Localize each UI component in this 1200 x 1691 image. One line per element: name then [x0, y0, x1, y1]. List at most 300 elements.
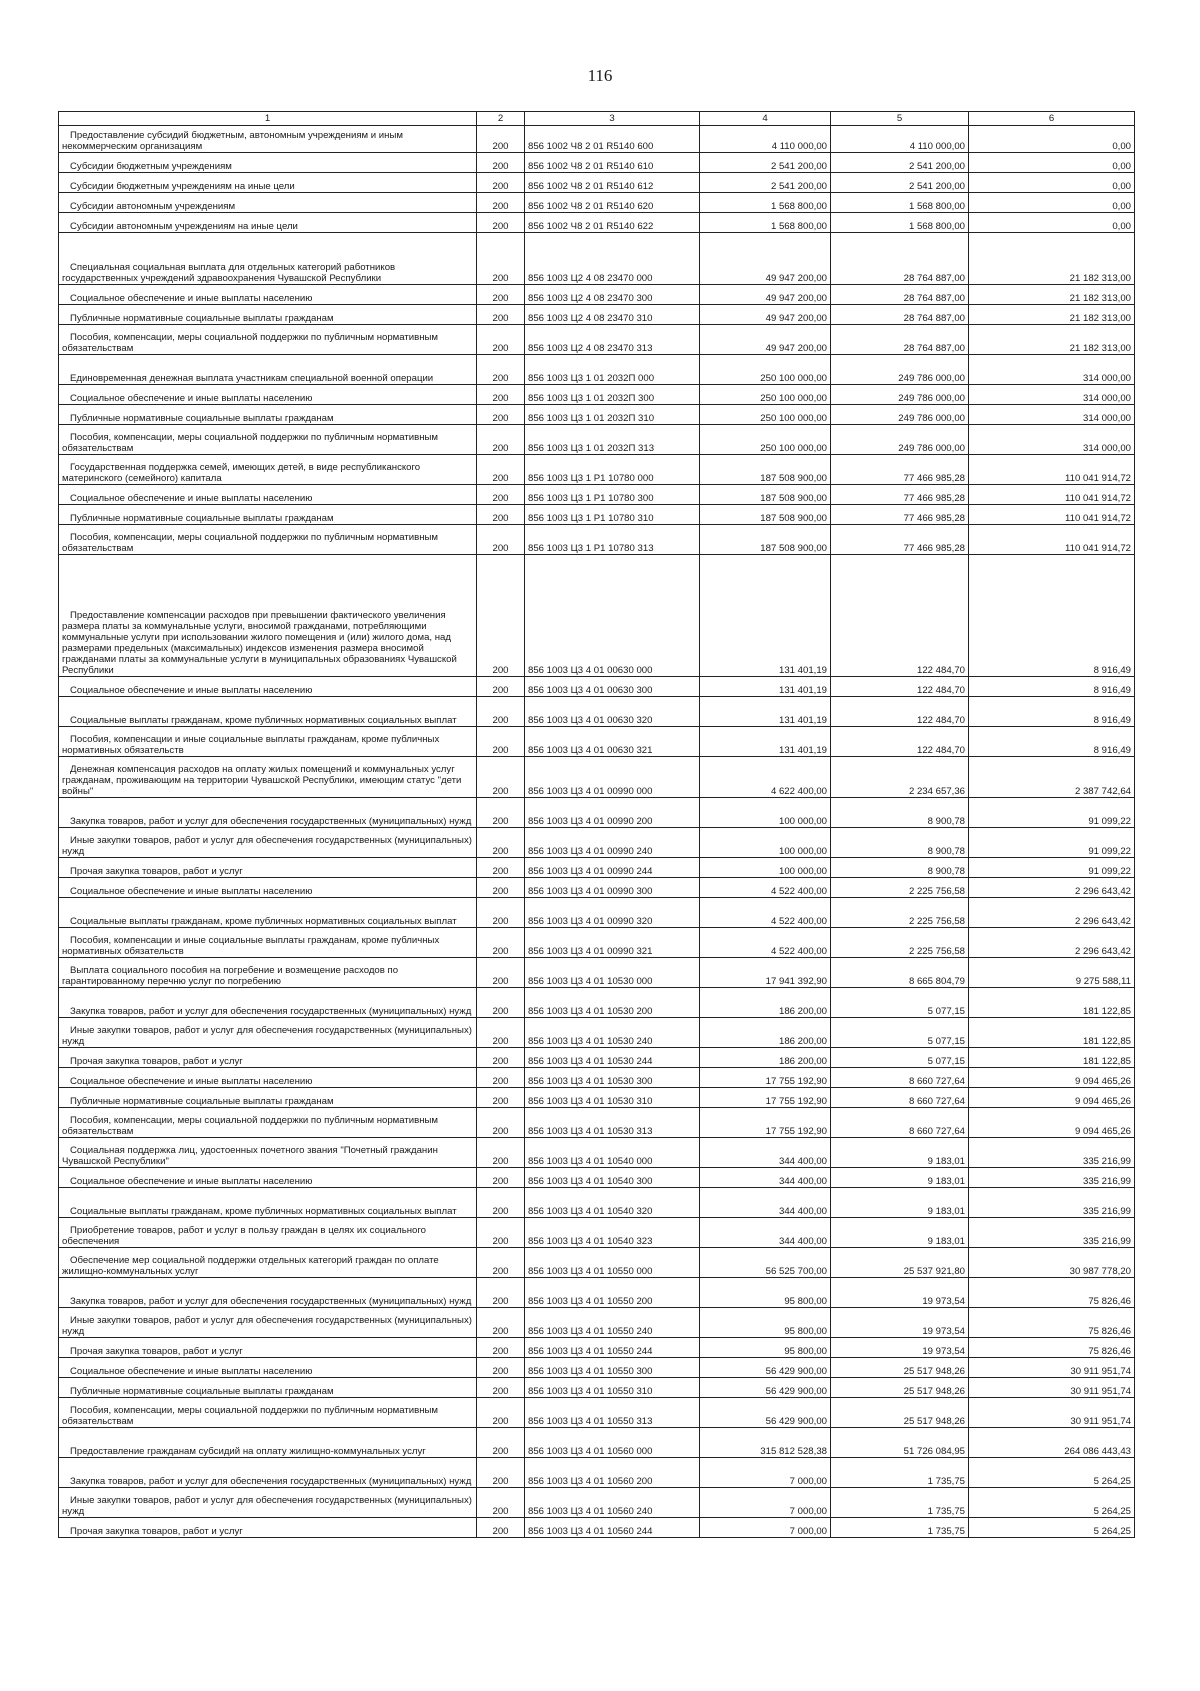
- row-col2-cell: 200: [477, 193, 525, 213]
- table-row: [59, 193, 1135, 213]
- row-col2-cell: 200: [477, 1308, 525, 1338]
- row-name-cell: [59, 455, 477, 485]
- row-name-cell: [59, 425, 477, 455]
- table-row: [59, 677, 1135, 697]
- row-col6-cell: 5 264,25: [969, 1518, 1135, 1538]
- row-col5-cell: 51 726 084,95: [831, 1428, 969, 1458]
- row-name-text: Специальная социальная выплата для отдельных категорий работников государственных учреждений здравоохранения Чувашской Республики: [62, 262, 396, 284]
- row-col5-cell: 8 660 727,64: [831, 1088, 969, 1108]
- row-name-text: Прочая закупка товаров, работ и услуг: [70, 1346, 243, 1357]
- table-row: [59, 1488, 1135, 1518]
- table-row: [59, 485, 1135, 505]
- row-name-text: Прочая закупка товаров, работ и услуг: [70, 866, 243, 877]
- row-col5-cell: 25 517 948,26: [831, 1378, 969, 1398]
- row-code-cell: 856 1003 Ц3 4 01 00630 000: [525, 555, 700, 677]
- row-col5-cell: 249 786 000,00: [831, 425, 969, 455]
- column-header-6: 6: [969, 112, 1135, 126]
- row-name-cell: [59, 798, 477, 828]
- row-col4-cell: 131 401,19: [700, 697, 831, 727]
- row-col2-cell: 200: [477, 1218, 525, 1248]
- row-name-text: Публичные нормативные социальные выплаты гражданам: [70, 313, 334, 324]
- row-name-text: Пособия, компенсации, меры социальной поддержки по публичным нормативным обязательствам: [62, 1405, 439, 1427]
- row-name-text: Социальные выплаты гражданам, кроме публичных нормативных социальных выплат: [70, 715, 457, 726]
- row-code-cell: 856 1002 Ч8 2 01 R5140 610: [525, 153, 700, 173]
- row-code-cell: 856 1003 Ц3 4 01 00990 300: [525, 878, 700, 898]
- row-col2-cell: 200: [477, 1488, 525, 1518]
- row-name-cell: [59, 173, 477, 193]
- row-code-cell: 856 1003 Ц3 4 01 10530 244: [525, 1048, 700, 1068]
- row-col2-cell: 200: [477, 325, 525, 355]
- row-code-cell: 856 1003 Ц3 4 01 10550 313: [525, 1398, 700, 1428]
- row-col4-cell: 344 400,00: [700, 1188, 831, 1218]
- row-col5-cell: 2 541 200,00: [831, 173, 969, 193]
- row-col5-cell: 249 786 000,00: [831, 405, 969, 425]
- table-row: [59, 958, 1135, 988]
- row-name-cell: [59, 1488, 477, 1518]
- table-row: [59, 325, 1135, 355]
- row-col5-cell: 5 077,15: [831, 988, 969, 1018]
- row-name-cell: [59, 1338, 477, 1358]
- row-col2-cell: 200: [477, 828, 525, 858]
- table-row: [59, 505, 1135, 525]
- row-code-cell: 856 1003 Ц3 4 01 10550 244: [525, 1338, 700, 1358]
- table-row: [59, 555, 1135, 677]
- row-code-cell: 856 1003 Ц3 1 01 2032П 310: [525, 405, 700, 425]
- row-name-cell: [59, 898, 477, 928]
- row-name-text: Приобретение товаров, работ и услуг в пользу граждан в целях их социального обеспечения: [62, 1225, 426, 1247]
- table-row: [59, 525, 1135, 555]
- row-name-text: Обеспечение мер социальной поддержки отдельных категорий граждан по оплате жилищно-коммунальных услуг: [62, 1255, 439, 1277]
- row-code-cell: 856 1003 Ц3 4 01 00990 244: [525, 858, 700, 878]
- row-col2-cell: 200: [477, 878, 525, 898]
- row-code-cell: 856 1003 Ц3 4 01 10550 240: [525, 1308, 700, 1338]
- row-name-text: Закупка товаров, работ и услуг для обеспечения государственных (муниципальных) нужд: [70, 1296, 472, 1307]
- row-name-text: Предоставление гражданам субсидий на оплату жилищно-коммунальных услуг: [70, 1446, 426, 1457]
- row-col5-cell: 77 466 985,28: [831, 525, 969, 555]
- row-code-cell: 856 1003 Ц2 4 08 23470 000: [525, 233, 700, 285]
- row-code-cell: 856 1003 Ц3 4 01 10530 300: [525, 1068, 700, 1088]
- row-col4-cell: 344 400,00: [700, 1168, 831, 1188]
- row-name-text: Прочая закупка товаров, работ и услуг: [70, 1526, 243, 1537]
- row-col4-cell: 4 622 400,00: [700, 757, 831, 798]
- row-col5-cell: 8 900,78: [831, 828, 969, 858]
- row-col5-cell: 9 183,01: [831, 1218, 969, 1248]
- row-col5-cell: 2 225 756,58: [831, 898, 969, 928]
- table-row: [59, 727, 1135, 757]
- row-col4-cell: 187 508 900,00: [700, 525, 831, 555]
- row-name-cell: [59, 677, 477, 697]
- row-col6-cell: 335 216,99: [969, 1188, 1135, 1218]
- row-col4-cell: 17 941 392,90: [700, 958, 831, 988]
- row-code-cell: 856 1002 Ч8 2 01 R5140 622: [525, 213, 700, 233]
- row-col5-cell: 8 660 727,64: [831, 1068, 969, 1088]
- table-row: [59, 988, 1135, 1018]
- row-code-cell: 856 1003 Ц3 1 01 2032П 313: [525, 425, 700, 455]
- row-col2-cell: 200: [477, 1378, 525, 1398]
- row-name-text: Иные закупки товаров, работ и услуг для обеспечения государственных (муниципальных) нужд: [62, 835, 472, 857]
- row-name-cell: [59, 405, 477, 425]
- table-row: [59, 1338, 1135, 1358]
- row-col4-cell: 100 000,00: [700, 828, 831, 858]
- row-name-cell: [59, 305, 477, 325]
- row-col2-cell: 200: [477, 213, 525, 233]
- row-col2-cell: 200: [477, 798, 525, 828]
- table-row: [59, 405, 1135, 425]
- table-row: [59, 828, 1135, 858]
- row-name-text: Единовременная денежная выплата участникам специальной военной операции: [70, 373, 434, 384]
- row-name-text: Субсидии бюджетным учреждениям: [70, 161, 232, 172]
- row-col5-cell: 122 484,70: [831, 555, 969, 677]
- row-name-text: Пособия, компенсации, меры социальной поддержки по публичным нормативным обязательствам: [62, 332, 439, 354]
- table-row: [59, 1458, 1135, 1488]
- row-name-cell: [59, 153, 477, 173]
- row-col2-cell: 200: [477, 697, 525, 727]
- row-col6-cell: 264 086 443,43: [969, 1428, 1135, 1458]
- row-col4-cell: 4 110 000,00: [700, 126, 831, 153]
- row-name-cell: [59, 1518, 477, 1538]
- row-name-cell: [59, 1428, 477, 1458]
- row-code-cell: 856 1003 Ц2 4 08 23470 313: [525, 325, 700, 355]
- table-row: [59, 1108, 1135, 1138]
- row-name-text: Социальное обеспечение и иные выплаты населению: [70, 493, 313, 504]
- row-name-text: Прочая закупка товаров, работ и услуг: [70, 1056, 243, 1067]
- row-col2-cell: 200: [477, 1188, 525, 1218]
- row-col6-cell: 9 094 465,26: [969, 1068, 1135, 1088]
- column-header-2: 2: [477, 112, 525, 126]
- row-name-text: Закупка товаров, работ и услуг для обеспечения государственных (муниципальных) нужд: [70, 1006, 472, 1017]
- row-code-cell: 856 1003 Ц3 4 01 00630 300: [525, 677, 700, 697]
- row-col6-cell: 110 041 914,72: [969, 525, 1135, 555]
- row-col5-cell: 122 484,70: [831, 727, 969, 757]
- row-code-cell: 856 1003 Ц3 4 01 10550 310: [525, 1378, 700, 1398]
- row-col4-cell: 49 947 200,00: [700, 325, 831, 355]
- row-col2-cell: 200: [477, 1088, 525, 1108]
- row-name-text: Пособия, компенсации, меры социальной поддержки по публичным нормативным обязательствам: [62, 432, 439, 454]
- row-name-cell: [59, 505, 477, 525]
- row-name-text: Пособия, компенсации и иные социальные выплаты гражданам, кроме публичных нормативных обязательств: [62, 935, 440, 957]
- row-name-text: Социальное обеспечение и иные выплаты населению: [70, 685, 313, 696]
- row-code-cell: 856 1003 Ц3 4 01 00630 320: [525, 697, 700, 727]
- row-name-cell: [59, 555, 477, 677]
- row-name-text: Публичные нормативные социальные выплаты гражданам: [70, 1096, 334, 1107]
- row-col4-cell: 4 522 400,00: [700, 898, 831, 928]
- row-col4-cell: 131 401,19: [700, 555, 831, 677]
- row-name-cell: [59, 233, 477, 285]
- table-row: [59, 305, 1135, 325]
- row-col2-cell: 200: [477, 988, 525, 1018]
- row-col6-cell: 9 275 588,11: [969, 958, 1135, 988]
- row-col4-cell: 56 525 700,00: [700, 1248, 831, 1278]
- row-code-cell: 856 1003 Ц3 4 01 10540 320: [525, 1188, 700, 1218]
- row-col5-cell: 25 537 921,80: [831, 1248, 969, 1278]
- row-code-cell: 856 1003 Ц3 4 01 00990 000: [525, 757, 700, 798]
- row-col5-cell: 77 466 985,28: [831, 485, 969, 505]
- row-col4-cell: 49 947 200,00: [700, 285, 831, 305]
- row-code-cell: 856 1003 Ц3 4 01 10540 323: [525, 1218, 700, 1248]
- row-col2-cell: 200: [477, 385, 525, 405]
- row-name-cell: [59, 1458, 477, 1488]
- row-col6-cell: 2 296 643,42: [969, 898, 1135, 928]
- column-header-5: 5: [831, 112, 969, 126]
- row-col4-cell: 95 800,00: [700, 1338, 831, 1358]
- table-row: [59, 898, 1135, 928]
- row-code-cell: 856 1003 Ц3 4 01 00630 321: [525, 727, 700, 757]
- row-name-cell: [59, 727, 477, 757]
- row-col6-cell: 21 182 313,00: [969, 305, 1135, 325]
- row-name-text: Денежная компенсация расходов на оплату жилых помещений и коммунальных услуг гражданам, проживающим на территории Чувашской Республики, имеющим статус "дети войны": [62, 764, 462, 797]
- row-col4-cell: 7 000,00: [700, 1518, 831, 1538]
- row-name-text: Социальное обеспечение и иные выплаты населению: [70, 886, 313, 897]
- row-col2-cell: 200: [477, 405, 525, 425]
- row-name-cell: [59, 1108, 477, 1138]
- table-row: [59, 1218, 1135, 1248]
- row-col5-cell: 2 225 756,58: [831, 928, 969, 958]
- row-col5-cell: 1 735,75: [831, 1458, 969, 1488]
- row-col4-cell: 4 522 400,00: [700, 928, 831, 958]
- row-name-cell: [59, 285, 477, 305]
- row-name-cell: [59, 1018, 477, 1048]
- row-col5-cell: 9 183,01: [831, 1168, 969, 1188]
- row-name-cell: [59, 385, 477, 405]
- row-col5-cell: 5 077,15: [831, 1018, 969, 1048]
- row-col2-cell: 200: [477, 898, 525, 928]
- row-col2-cell: 200: [477, 928, 525, 958]
- row-col4-cell: 187 508 900,00: [700, 455, 831, 485]
- table-row: [59, 858, 1135, 878]
- row-name-text: Публичные нормативные социальные выплаты гражданам: [70, 1386, 334, 1397]
- row-name-cell: [59, 697, 477, 727]
- row-col2-cell: 200: [477, 525, 525, 555]
- row-col6-cell: 335 216,99: [969, 1168, 1135, 1188]
- table-row: [59, 355, 1135, 385]
- row-col6-cell: 30 911 951,74: [969, 1358, 1135, 1378]
- row-col2-cell: 200: [477, 126, 525, 153]
- row-name-text: Предоставление субсидий бюджетным, автономным учреждениям и иным некоммерческим организациям: [62, 130, 403, 152]
- row-name-cell: [59, 325, 477, 355]
- row-name-cell: [59, 958, 477, 988]
- row-col5-cell: 122 484,70: [831, 677, 969, 697]
- table-row: [59, 285, 1135, 305]
- row-code-cell: 856 1003 Ц3 4 01 10560 000: [525, 1428, 700, 1458]
- row-col6-cell: 8 916,49: [969, 697, 1135, 727]
- row-col2-cell: 200: [477, 1108, 525, 1138]
- row-code-cell: 856 1003 Ц2 4 08 23470 300: [525, 285, 700, 305]
- row-col4-cell: 250 100 000,00: [700, 405, 831, 425]
- row-col5-cell: 28 764 887,00: [831, 233, 969, 285]
- row-col5-cell: 25 517 948,26: [831, 1358, 969, 1378]
- row-col6-cell: 335 216,99: [969, 1218, 1135, 1248]
- row-col2-cell: 200: [477, 285, 525, 305]
- row-col4-cell: 17 755 192,90: [700, 1068, 831, 1088]
- row-col6-cell: 8 916,49: [969, 677, 1135, 697]
- row-name-cell: [59, 1248, 477, 1278]
- row-name-cell: [59, 1398, 477, 1428]
- row-name-text: Пособия, компенсации, меры социальной поддержки по публичным нормативным обязательствам: [62, 532, 439, 554]
- row-name-text: Социальная поддержка лиц, удостоенных почетного звания "Почетный гражданин Чувашской Республики": [62, 1145, 438, 1167]
- table-row: [59, 173, 1135, 193]
- row-code-cell: 856 1003 Ц3 4 01 10530 240: [525, 1018, 700, 1048]
- row-name-cell: [59, 193, 477, 213]
- row-code-cell: 856 1003 Ц3 4 01 00990 320: [525, 898, 700, 928]
- row-name-text: Иные закупки товаров, работ и услуг для обеспечения государственных (муниципальных) нужд: [62, 1315, 472, 1337]
- row-col4-cell: 344 400,00: [700, 1138, 831, 1168]
- table-row: [59, 1278, 1135, 1308]
- row-name-text: Социальное обеспечение и иные выплаты населению: [70, 1076, 313, 1087]
- row-col4-cell: 95 800,00: [700, 1278, 831, 1308]
- row-col2-cell: 200: [477, 1068, 525, 1088]
- row-col2-cell: 200: [477, 455, 525, 485]
- page-number: 116: [587, 66, 613, 85]
- column-header-4: 4: [700, 112, 831, 126]
- row-col4-cell: 344 400,00: [700, 1218, 831, 1248]
- row-code-cell: 856 1002 Ч8 2 01 R5140 620: [525, 193, 700, 213]
- row-col6-cell: 181 122,85: [969, 988, 1135, 1018]
- row-name-cell: [59, 1308, 477, 1338]
- row-col4-cell: 100 000,00: [700, 798, 831, 828]
- row-name-text: Публичные нормативные социальные выплаты гражданам: [70, 413, 334, 424]
- row-name-text: Социальные выплаты гражданам, кроме публичных нормативных социальных выплат: [70, 916, 457, 927]
- table-row: [59, 798, 1135, 828]
- row-col2-cell: 200: [477, 233, 525, 285]
- row-col5-cell: 77 466 985,28: [831, 505, 969, 525]
- row-name-cell: [59, 1138, 477, 1168]
- row-name-cell: [59, 485, 477, 505]
- row-col2-cell: 200: [477, 153, 525, 173]
- row-col4-cell: 56 429 900,00: [700, 1378, 831, 1398]
- row-name-text: Иные закупки товаров, работ и услуг для обеспечения государственных (муниципальных) нужд: [62, 1495, 472, 1517]
- row-col5-cell: 1 735,75: [831, 1488, 969, 1518]
- row-name-cell: [59, 525, 477, 555]
- row-col5-cell: 4 110 000,00: [831, 126, 969, 153]
- row-col6-cell: 0,00: [969, 173, 1135, 193]
- row-col4-cell: 250 100 000,00: [700, 385, 831, 405]
- row-code-cell: 856 1003 Ц2 4 08 23470 310: [525, 305, 700, 325]
- row-col4-cell: 2 541 200,00: [700, 153, 831, 173]
- row-col6-cell: 30 911 951,74: [969, 1398, 1135, 1428]
- row-col6-cell: 2 296 643,42: [969, 928, 1135, 958]
- row-col6-cell: 21 182 313,00: [969, 325, 1135, 355]
- row-col2-cell: 200: [477, 1248, 525, 1278]
- row-col5-cell: 19 973,54: [831, 1308, 969, 1338]
- row-col6-cell: 75 826,46: [969, 1278, 1135, 1308]
- row-name-cell: [59, 757, 477, 798]
- row-col6-cell: 5 264,25: [969, 1488, 1135, 1518]
- table-body: [59, 126, 1135, 1538]
- row-col4-cell: 49 947 200,00: [700, 233, 831, 285]
- row-code-cell: 856 1002 Ч8 2 01 R5140 612: [525, 173, 700, 193]
- row-name-text: Иные закупки товаров, работ и услуг для обеспечения государственных (муниципальных) нужд: [62, 1025, 472, 1047]
- table-row: [59, 1518, 1135, 1538]
- row-col2-cell: 200: [477, 1138, 525, 1168]
- row-col6-cell: 2 296 643,42: [969, 878, 1135, 898]
- row-col6-cell: 0,00: [969, 126, 1135, 153]
- row-col6-cell: 9 094 465,26: [969, 1088, 1135, 1108]
- table-row: [59, 1358, 1135, 1378]
- row-col5-cell: 1 568 800,00: [831, 213, 969, 233]
- row-col5-cell: 2 541 200,00: [831, 153, 969, 173]
- row-col4-cell: 4 522 400,00: [700, 878, 831, 898]
- table-row: [59, 697, 1135, 727]
- row-name-text: Социальные выплаты гражданам, кроме публичных нормативных социальных выплат: [70, 1206, 457, 1217]
- row-col2-cell: 200: [477, 858, 525, 878]
- row-name-text: Закупка товаров, работ и услуг для обеспечения государственных (муниципальных) нужд: [70, 1476, 472, 1487]
- table-row: [59, 233, 1135, 285]
- row-col6-cell: 110 041 914,72: [969, 455, 1135, 485]
- row-col6-cell: 335 216,99: [969, 1138, 1135, 1168]
- row-col4-cell: 187 508 900,00: [700, 505, 831, 525]
- row-col5-cell: 249 786 000,00: [831, 355, 969, 385]
- row-name-cell: [59, 878, 477, 898]
- row-col4-cell: 131 401,19: [700, 727, 831, 757]
- table-row: [59, 126, 1135, 153]
- table-row: [59, 1018, 1135, 1048]
- row-col4-cell: 186 200,00: [700, 1018, 831, 1048]
- table-row: [59, 1188, 1135, 1218]
- row-col6-cell: 30 911 951,74: [969, 1378, 1135, 1398]
- row-name-cell: [59, 858, 477, 878]
- row-code-cell: 856 1003 Ц3 1 P1 10780 313: [525, 525, 700, 555]
- row-name-cell: [59, 828, 477, 858]
- row-code-cell: 856 1003 Ц3 4 01 10540 300: [525, 1168, 700, 1188]
- row-name-cell: [59, 928, 477, 958]
- row-col2-cell: 200: [477, 1168, 525, 1188]
- row-name-cell: [59, 126, 477, 153]
- row-col4-cell: 1 568 800,00: [700, 213, 831, 233]
- row-code-cell: 856 1003 Ц3 1 P1 10780 300: [525, 485, 700, 505]
- row-col4-cell: 100 000,00: [700, 858, 831, 878]
- row-col6-cell: 8 916,49: [969, 555, 1135, 677]
- row-col5-cell: 8 900,78: [831, 858, 969, 878]
- table-row: [59, 1138, 1135, 1168]
- row-col2-cell: 200: [477, 1428, 525, 1458]
- row-name-text: Публичные нормативные социальные выплаты гражданам: [70, 513, 334, 524]
- table-header-row: [59, 112, 1135, 126]
- row-col6-cell: 2 387 742,64: [969, 757, 1135, 798]
- row-col6-cell: 314 000,00: [969, 405, 1135, 425]
- row-col4-cell: 17 755 192,90: [700, 1108, 831, 1138]
- row-col2-cell: 200: [477, 1458, 525, 1488]
- table-row: [59, 1048, 1135, 1068]
- row-col5-cell: 2 234 657,36: [831, 757, 969, 798]
- row-name-cell: [59, 1218, 477, 1248]
- row-col5-cell: 19 973,54: [831, 1278, 969, 1308]
- row-col2-cell: 200: [477, 677, 525, 697]
- row-col6-cell: 314 000,00: [969, 355, 1135, 385]
- row-name-text: Социальное обеспечение и иные выплаты населению: [70, 1366, 313, 1377]
- row-name-cell: [59, 1168, 477, 1188]
- row-code-cell: 856 1003 Ц3 4 01 10530 313: [525, 1108, 700, 1138]
- budget-execution-table: [58, 111, 1135, 1538]
- row-col5-cell: 2 225 756,58: [831, 878, 969, 898]
- row-name-text: Выплата социального пособия на погребение и возмещение расходов по гарантированному перечню услуг по погребению: [62, 965, 399, 987]
- row-name-cell: [59, 1088, 477, 1108]
- row-code-cell: 856 1003 Ц3 4 01 10550 200: [525, 1278, 700, 1308]
- row-col4-cell: 7 000,00: [700, 1488, 831, 1518]
- row-code-cell: 856 1003 Ц3 1 P1 10780 000: [525, 455, 700, 485]
- row-name-cell: [59, 1068, 477, 1088]
- row-name-cell: [59, 355, 477, 385]
- row-name-text: Государственная поддержка семей, имеющих детей, в виде республиканского материнского (семейного) капитала: [62, 462, 421, 484]
- row-col6-cell: 21 182 313,00: [969, 233, 1135, 285]
- column-header-1: 1: [59, 112, 477, 126]
- row-name-text: Предоставление компенсации расходов при превышении фактического увеличения размера платы за коммунальные услуги, вносимой гражданами, потребляющими коммунальные услуги при использовании жилого помещения и (или) жилого дома, над размерами предельных (максимальных) индексов изменения размера вносимой гражданами платы за коммунальные услуги в муниципальных образованиях Чувашской Республики: [62, 610, 457, 676]
- row-col5-cell: 25 517 948,26: [831, 1398, 969, 1428]
- row-col5-cell: 28 764 887,00: [831, 305, 969, 325]
- row-col2-cell: 200: [477, 355, 525, 385]
- row-code-cell: 856 1003 Ц3 4 01 00990 200: [525, 798, 700, 828]
- row-name-text: Социальное обеспечение и иные выплаты населению: [70, 1176, 313, 1187]
- row-code-cell: 856 1003 Ц3 1 01 2032П 300: [525, 385, 700, 405]
